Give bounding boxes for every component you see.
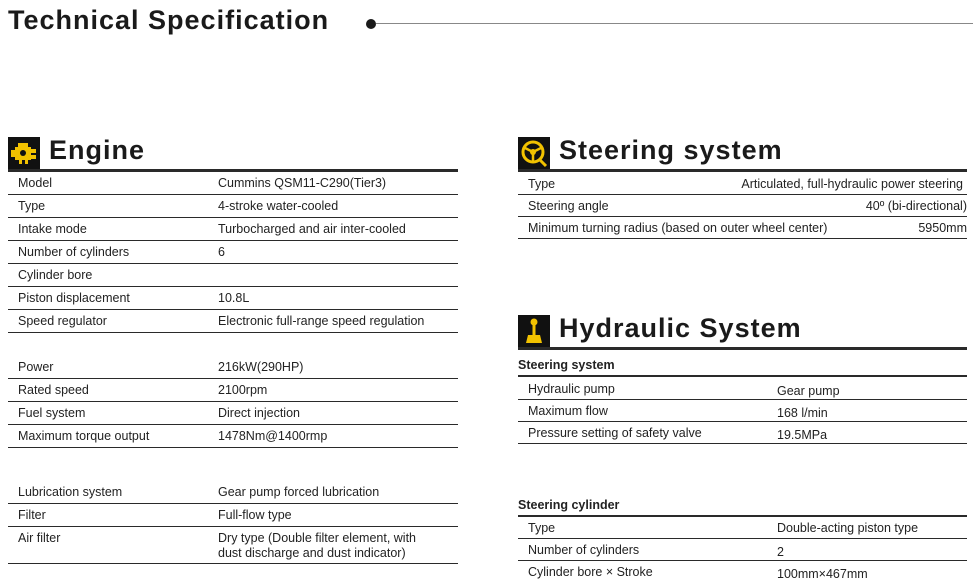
spec-label: Air filter bbox=[18, 531, 61, 545]
spec-label: Piston displacement bbox=[18, 291, 130, 305]
spec-label: Maximum torque output bbox=[18, 429, 150, 443]
spec-value: Cummins QSM11-C290(Tier3) bbox=[218, 176, 387, 190]
table-row bbox=[8, 425, 458, 448]
spec-label: Pressure setting of safety valve bbox=[528, 426, 702, 440]
subsection-heading: Steering cylinder bbox=[518, 498, 620, 512]
spec-label: Number of cylinders bbox=[18, 245, 130, 259]
spec-value: 100mm×467mm bbox=[777, 567, 868, 581]
table-row bbox=[518, 517, 967, 539]
spec-label: Rated speed bbox=[18, 383, 89, 397]
hydraulic-section-title: Hydraulic System bbox=[559, 313, 802, 343]
spec-label: Power bbox=[18, 360, 54, 374]
spec-value: Gear pump forced lubrication bbox=[218, 485, 380, 499]
spec-label: Cylinder bore bbox=[18, 268, 93, 282]
spec-value: 4-stroke water-cooled bbox=[218, 199, 339, 213]
table-row bbox=[8, 264, 458, 287]
spec-label: Hydraulic pump bbox=[528, 382, 615, 396]
spec-label: Steering angle bbox=[528, 199, 609, 213]
subsection-heading: Steering system bbox=[518, 358, 615, 372]
spec-label: Intake mode bbox=[18, 222, 87, 236]
table-row bbox=[8, 379, 458, 402]
table-row bbox=[8, 402, 458, 425]
table-row bbox=[8, 356, 458, 379]
table-row bbox=[518, 422, 967, 444]
spec-label: Number of cylinders bbox=[528, 543, 640, 557]
table-row bbox=[518, 378, 967, 400]
spec-label: Fuel system bbox=[18, 406, 86, 420]
spec-value: 2100rpm bbox=[218, 383, 268, 397]
steering-section-title: Steering system bbox=[559, 135, 783, 165]
spec-value: 5950mm bbox=[918, 221, 967, 235]
table-row bbox=[8, 172, 458, 195]
table-row bbox=[518, 217, 967, 239]
engine-icon bbox=[8, 137, 40, 169]
spec-label: Type bbox=[528, 521, 556, 535]
table-row bbox=[8, 481, 458, 504]
spec-value: 168 l/min bbox=[777, 406, 828, 420]
engine-section-title: Engine bbox=[49, 135, 146, 165]
spec-label: Minimum turning radius (based on outer wheel center) bbox=[528, 221, 828, 235]
spec-value: Double-acting piston type bbox=[777, 521, 919, 535]
table-row bbox=[8, 241, 458, 264]
control-lever-icon bbox=[518, 315, 550, 347]
page-title: Technical Specification bbox=[8, 5, 330, 35]
title-divider bbox=[376, 23, 973, 24]
spec-value-continued: dust discharge and dust indicator) bbox=[218, 546, 406, 560]
table-row bbox=[518, 400, 967, 422]
spec-value: 216kW(290HP) bbox=[218, 360, 304, 374]
steering-wheel-icon bbox=[518, 137, 550, 169]
table-row bbox=[518, 561, 967, 585]
spec-label: Filter bbox=[18, 508, 46, 522]
spec-label: Cylinder bore × Stroke bbox=[528, 565, 653, 579]
spec-value: Gear pump bbox=[777, 384, 840, 398]
table-row bbox=[8, 287, 458, 310]
spec-value: Electronic full-range speed regulation bbox=[218, 314, 425, 328]
table-row bbox=[518, 173, 967, 195]
spec-value: Articulated, full-hydraulic power steering bbox=[741, 177, 963, 191]
spec-value: 1478Nm@1400rmp bbox=[218, 429, 328, 443]
spec-label: Type bbox=[528, 177, 556, 191]
spec-label: Speed regulator bbox=[18, 314, 107, 328]
spec-label: Lubrication system bbox=[18, 485, 123, 499]
table-row bbox=[518, 539, 967, 561]
spec-value: Full-flow type bbox=[218, 508, 292, 522]
steering-section-rule bbox=[518, 169, 967, 172]
spec-value: Turbocharged and air inter-cooled bbox=[218, 222, 406, 236]
table-row bbox=[8, 504, 458, 527]
table-row bbox=[8, 310, 458, 333]
spec-value: 10.8L bbox=[218, 291, 250, 305]
spec-value: 40º (bi-directional) bbox=[865, 199, 967, 213]
table-row bbox=[518, 195, 967, 217]
spec-value: 6 bbox=[218, 245, 225, 259]
subsection-rule bbox=[518, 375, 967, 377]
title-bullet bbox=[366, 19, 376, 29]
spec-value: 19.5MPa bbox=[777, 428, 828, 442]
table-row bbox=[8, 218, 458, 241]
spec-label: Model bbox=[18, 176, 53, 190]
hydraulic-section-rule bbox=[518, 347, 967, 350]
spec-value: 2 bbox=[777, 545, 784, 559]
table-row bbox=[8, 527, 458, 564]
spec-value: Dry type (Double filter element, with bbox=[218, 531, 416, 545]
spec-label: Type bbox=[18, 199, 46, 213]
table-row bbox=[8, 195, 458, 218]
spec-label: Maximum flow bbox=[528, 404, 608, 418]
spec-value: Direct injection bbox=[218, 406, 300, 420]
